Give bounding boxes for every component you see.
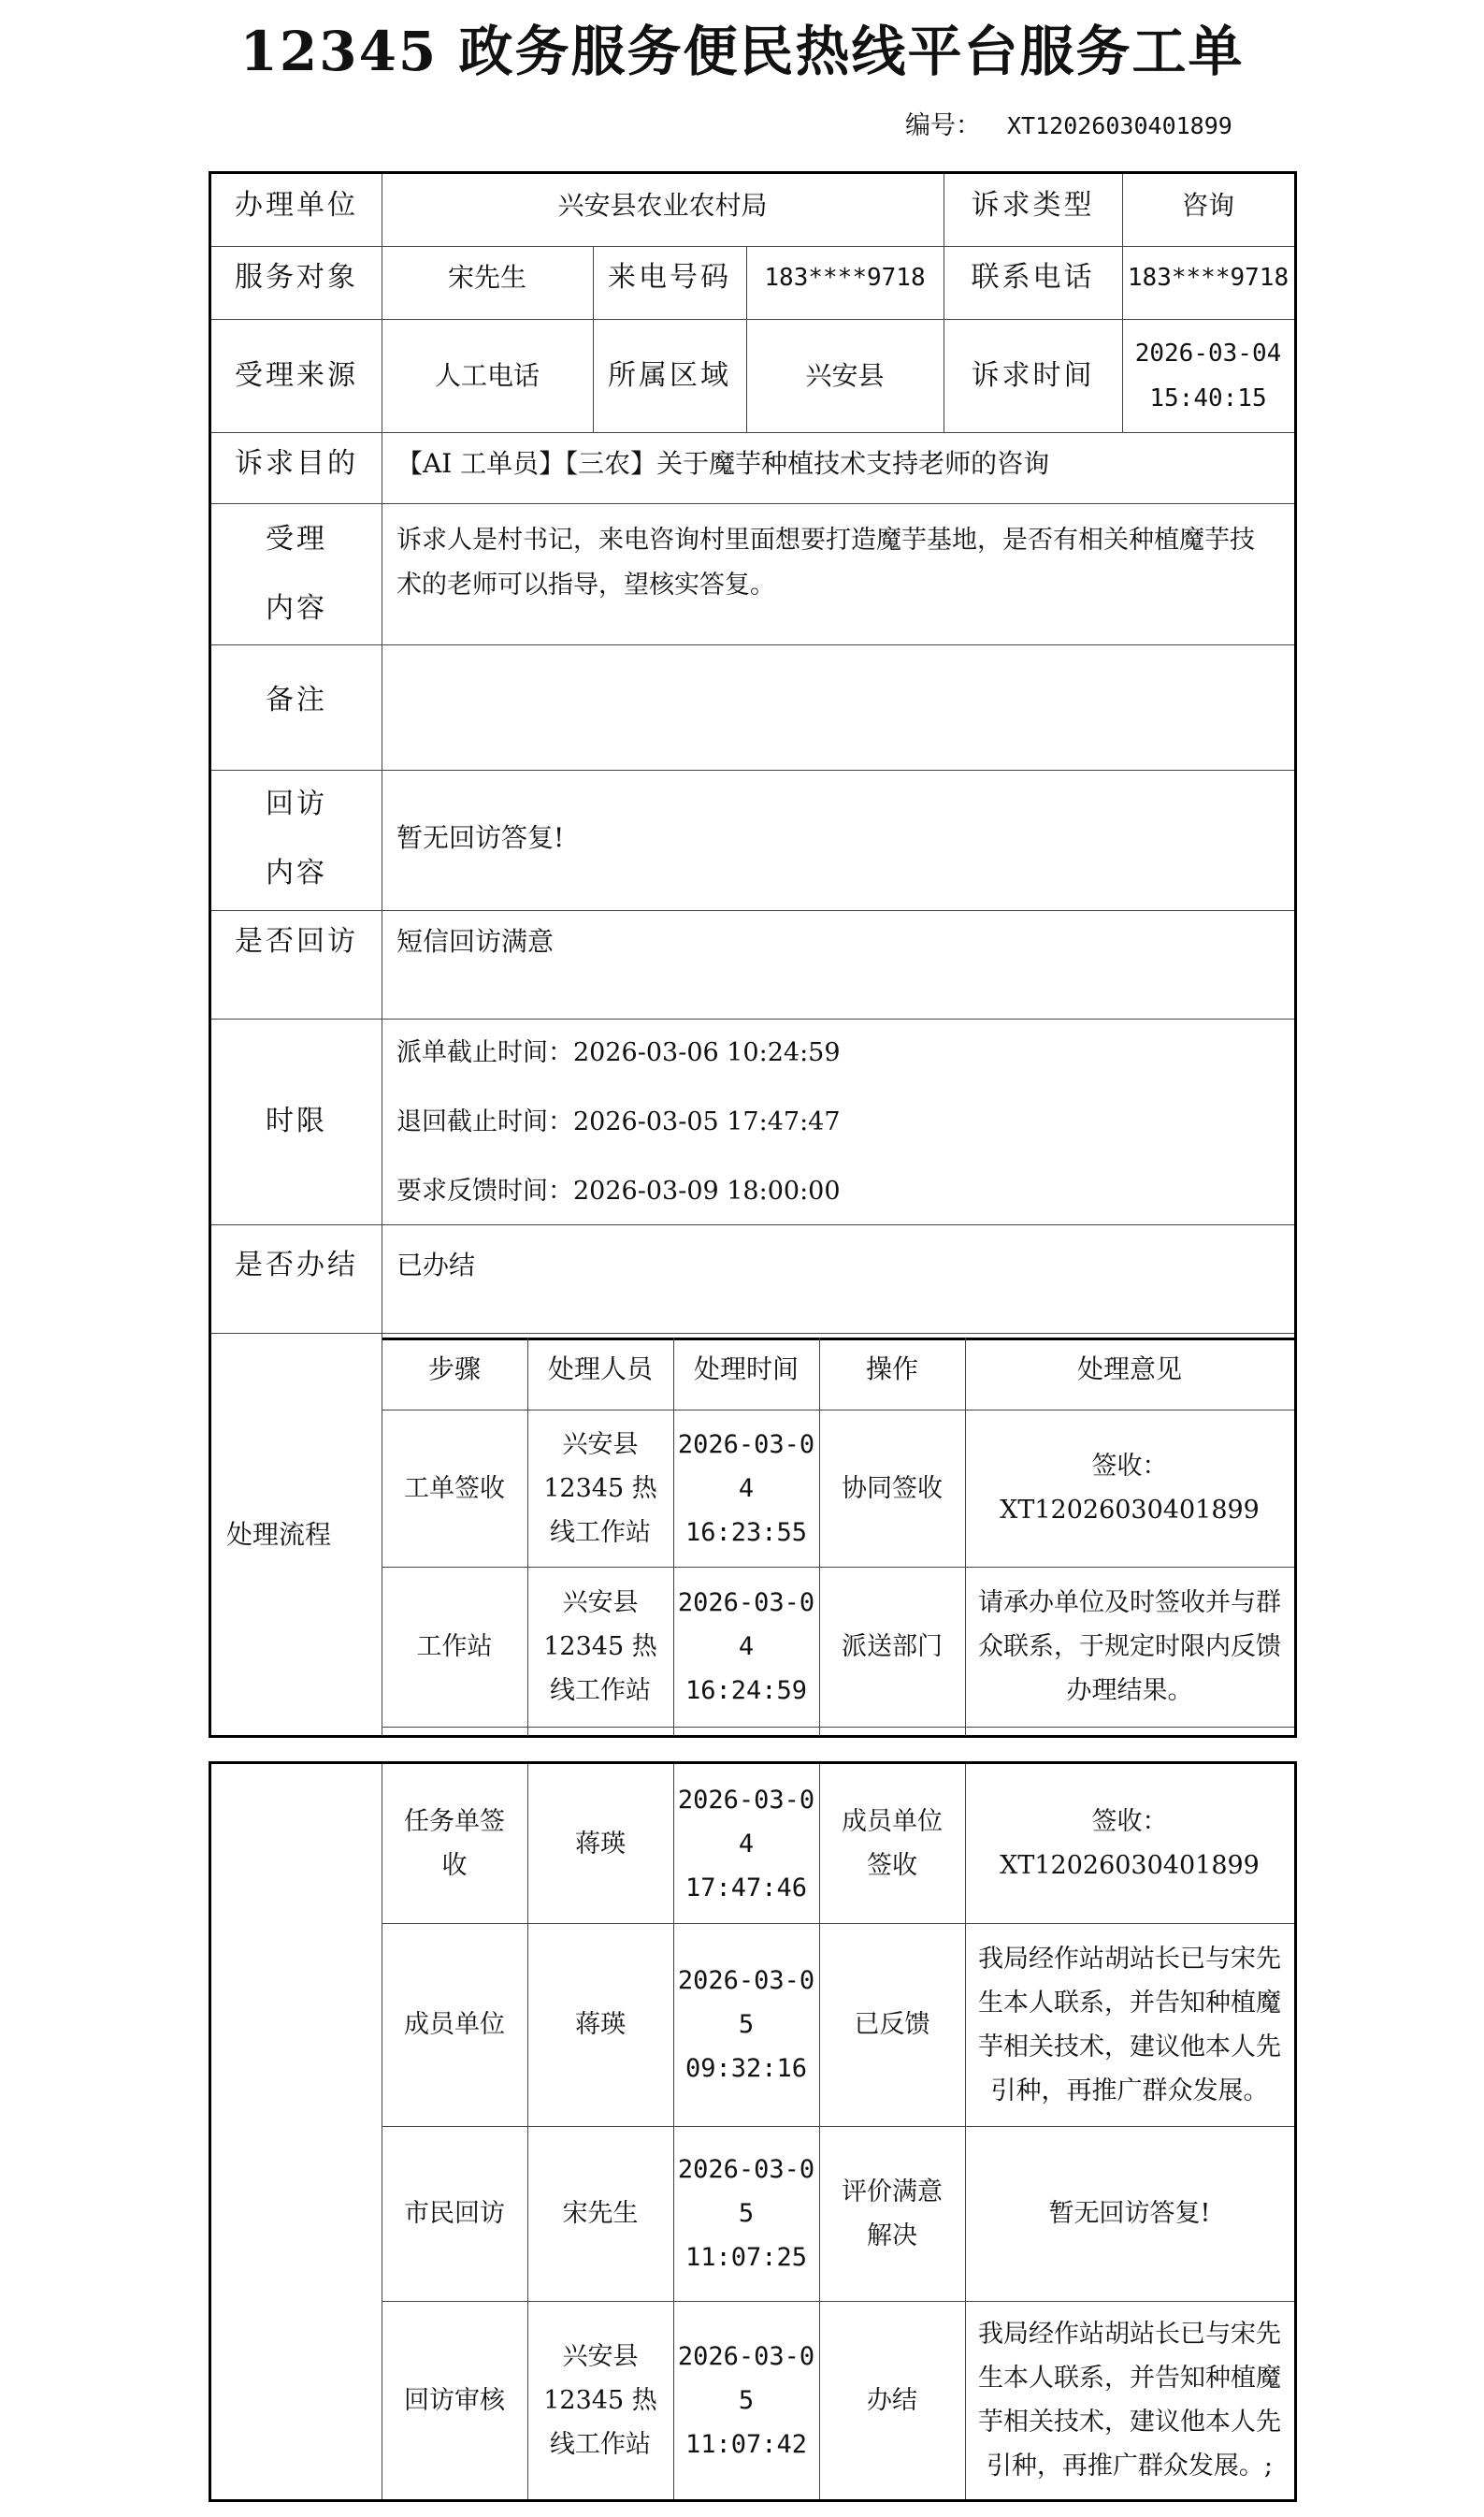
caller-number-label: 来电号码 xyxy=(608,261,731,294)
caller-number-value: 183****9718 xyxy=(764,264,926,292)
request-time-date: 2026-03-04 xyxy=(1134,339,1282,368)
process-row-action: 评价满意 解决 xyxy=(842,2177,943,2250)
content-line-1: 诉求人是村书记，来电咨询村里面想要打造魔芋基地，是否有相关种植魔芋技 xyxy=(396,526,1255,555)
area-label: 所属区域 xyxy=(608,358,731,392)
visit-content-label-1: 回访 xyxy=(266,788,327,820)
serial-value: XT12026030401899 xyxy=(1007,112,1232,139)
ticket-table-page-1 xyxy=(209,171,1297,1738)
service-object-value: 宋先生 xyxy=(447,262,526,293)
visit-content-value: 暂无回访答复! xyxy=(396,822,565,853)
process-row-action: 派送部门 xyxy=(842,1632,943,1661)
feedback-deadline: 要求反馈时间：2026-03-09 18:00:00 xyxy=(396,1177,841,1206)
process-row-step: 回访审核 xyxy=(404,2385,505,2415)
process-header-action: 操作 xyxy=(865,1353,918,1384)
area-value: 兴安县 xyxy=(805,359,885,391)
process-row-step: 市民回访 xyxy=(404,2199,505,2228)
request-time-time: 15:40:15 xyxy=(1149,383,1267,412)
remark-label: 备注 xyxy=(266,684,327,716)
visit-content-label xyxy=(211,770,382,910)
process-row-action: 协同签收 xyxy=(842,1473,943,1503)
return-deadline: 退回截止时间：2026-03-05 17:47:47 xyxy=(396,1107,841,1136)
process-row-opinion: 我局经作站胡站长已与宋先 生本人联系，并告知种植魔 芋相关技术，建议他本人先 引种，再推广群众发展。 xyxy=(978,1944,1281,2105)
contact-phone-value: 183****9718 xyxy=(1127,264,1289,292)
process-row-time: 2026-03-0 4 16:23:55 xyxy=(677,1429,815,1547)
time-limit-list xyxy=(382,1019,1294,1226)
handling-unit-value: 兴安县农业农村局 xyxy=(557,190,768,221)
process-header-person: 处理人员 xyxy=(547,1353,653,1384)
page-title: 12345 政务服务便民热线平台服务工单 xyxy=(239,20,1245,83)
request-type-value: 咨询 xyxy=(1181,190,1234,221)
remark-value xyxy=(382,644,1294,770)
process-header-opinion: 处理意见 xyxy=(1076,1353,1182,1384)
process-row-time: 2026-03-0 4 17:47:46 xyxy=(677,1785,815,1902)
process-row-time: 2026-03-0 5 09:32:16 xyxy=(677,1966,815,2083)
process-row-action: 办结 xyxy=(867,2385,917,2415)
process-row-person: 兴安县 12345 热 线工作站 xyxy=(543,1429,657,1547)
purpose-label: 诉求目的 xyxy=(235,447,358,480)
process-row-opinion: 签收：XT12026030401899 xyxy=(1000,1807,1260,1880)
process-header-time: 处理时间 xyxy=(693,1353,799,1384)
serial-label: 编号： xyxy=(905,111,981,140)
serial-number xyxy=(905,105,1232,141)
process-header-step: 步骤 xyxy=(427,1353,481,1384)
process-row-person: 宋先生 xyxy=(562,2199,639,2228)
content-line-2: 术的老师可以指导，望核实答复。 xyxy=(396,571,775,600)
process-row-step: 任务单签 收 xyxy=(404,1807,505,1880)
process-row-step: 工作站 xyxy=(416,1632,493,1661)
purpose-value: 【AI 工单员】【三农】关于魔芋种植技术支持老师的咨询 xyxy=(396,448,1050,479)
process-row-opinion: 暂无回访答复! xyxy=(1048,2199,1211,2228)
handling-unit-label: 办理单位 xyxy=(235,189,358,222)
process-row-person: 蒋瑛 xyxy=(575,1829,626,1859)
process-label: 处理流程 xyxy=(226,1518,332,1550)
dispatch-deadline: 派单截止时间：2026-03-06 10:24:59 xyxy=(396,1038,841,1067)
process-row-action: 已反馈 xyxy=(854,2010,930,2039)
content-label-1: 受理 xyxy=(266,523,327,556)
process-row-person: 兴安县 12345 热 线工作站 xyxy=(543,2341,657,2459)
visited-value: 短信回访满意 xyxy=(396,926,555,957)
process-row-time: 2026-03-0 5 11:07:25 xyxy=(677,2155,815,2272)
visit-content-label-2: 内容 xyxy=(266,857,327,890)
process-row-time: 2026-03-0 5 11:07:42 xyxy=(677,2341,815,2459)
contact-phone-label: 联系电话 xyxy=(971,261,1095,294)
process-row-person: 蒋瑛 xyxy=(575,2010,626,2039)
process-row-step: 成员单位 xyxy=(404,2010,505,2039)
process-row-person: 兴安县 12345 热 线工作站 xyxy=(543,1588,657,1705)
request-time-value xyxy=(1122,319,1294,432)
source-value: 人工电话 xyxy=(434,359,540,391)
process-row-opinion: 签收：XT12026030401899 xyxy=(1000,1452,1260,1525)
closed-value: 已办结 xyxy=(396,1250,476,1280)
process-row-step: 工单签收 xyxy=(404,1473,505,1503)
process-row-action: 成员单位 签收 xyxy=(842,1807,943,1880)
request-time-label: 诉求时间 xyxy=(971,358,1095,392)
time-limit-label: 时限 xyxy=(266,1105,327,1137)
source-label: 受理来源 xyxy=(235,358,358,392)
visited-label: 是否回访 xyxy=(235,925,358,958)
process-row-opinion: 我局经作站胡站长已与宋先 生本人联系，并告知种植魔 芋相关技术，建议他本人先 引种，再推广群众发展。; xyxy=(978,2320,1281,2481)
ticket-table-page-2 xyxy=(209,1761,1297,2502)
request-type-label: 诉求类型 xyxy=(971,189,1095,222)
closed-label: 是否办结 xyxy=(235,1249,358,1281)
process-row-time: 2026-03-0 4 16:24:59 xyxy=(677,1588,815,1705)
content-label xyxy=(211,503,382,644)
content-label-2: 内容 xyxy=(266,592,327,625)
content-value xyxy=(382,503,1294,644)
process-row-opinion: 请承办单位及时签收并与群 众联系，于规定时限内反馈 办理结果。 xyxy=(978,1588,1281,1705)
service-object-label: 服务对象 xyxy=(235,261,358,294)
